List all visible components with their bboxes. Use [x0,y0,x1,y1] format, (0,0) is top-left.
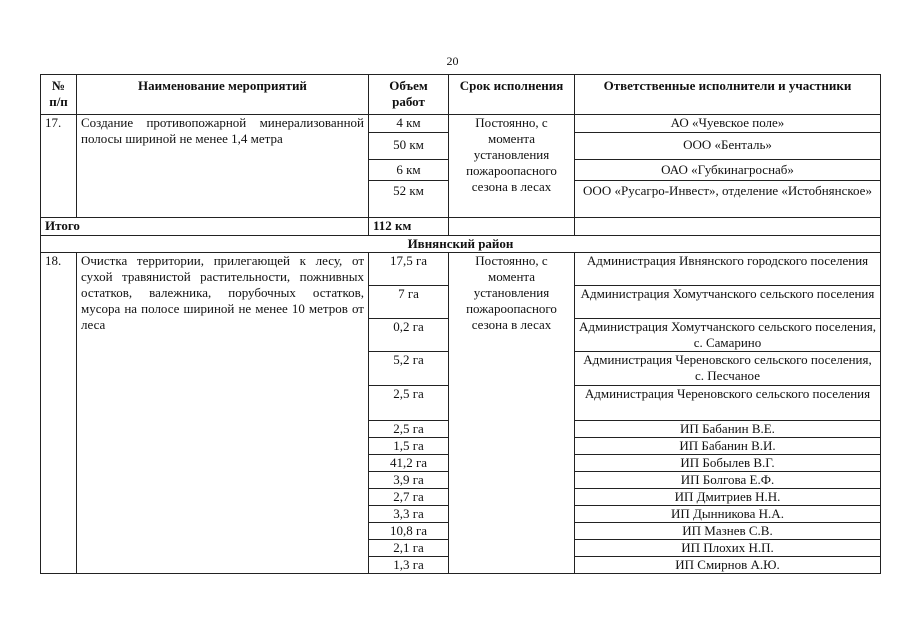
item-name: Очистка территории, прилегающей к лесу, от сухой травянистой растительности, пожнивных остатков, валежника, порубочных остатков, мусора на полосе шириной не менее 10 метров от леса [77,253,369,574]
item-name: Создание противопожарной минерализованной полосы шириной не менее 1,4 метра [77,115,369,218]
executor-cell: ИП Смирнов А.Ю. [575,557,881,574]
total-row [41,218,881,236]
header-volume: Объем работ [369,75,449,115]
volume-cell: 1,3 га [369,557,449,574]
volume-cell: 2,7 га [369,489,449,506]
executor-cell: ИП Бабанин В.Е. [575,421,881,438]
measures-table [40,74,881,574]
executor-cell: ИП Дынникова Н.А. [575,506,881,523]
volume-cell: 41,2 га [369,455,449,472]
district-title: Ивнянский район [41,236,881,253]
executor-cell: Администрация Хомутчанского сельского поселения, с. Самарино [575,319,881,352]
volume-cell: 2,1 га [369,540,449,557]
executor-cell: ИП Плохих Н.П. [575,540,881,557]
executor-cell: Администрация Хомутчанского сельского поселения [575,286,881,319]
term-cell: Постоянно, с момента установления пожароопасного сезона в лесах [449,253,575,574]
table-row [41,253,881,286]
page-number: 20 [446,54,459,68]
executor-cell: ИП Бобылев В.Г. [575,455,881,472]
executor-cell: ООО «Бенталь» [575,133,881,160]
header-term: Срок исполнения [449,75,575,115]
item-number: 17. [41,115,77,218]
executor-cell: ОАО «Губкинагроснаб» [575,160,881,181]
volume-cell: 2,5 га [369,386,449,421]
executor-cell: Администрация Ивнянского городского поселения [575,253,881,286]
volume-cell: 7 га [369,286,449,319]
executor-cell: Администрация Череновского сельского поселения [575,386,881,421]
volume-cell: 3,9 га [369,472,449,489]
item-number: 18. [41,253,77,574]
volume-cell: 5,2 га [369,352,449,386]
district-row [41,236,881,253]
volume-cell: 4 км [369,115,449,133]
header-executors: Ответственные исполнители и участники [575,75,881,115]
executor-cell: Администрация Череновского сельского поселения, с. Песчаное [575,352,881,386]
header-num: № п/п [41,75,77,115]
volume-cell: 1,5 га [369,438,449,455]
volume-cell: 6 км [369,160,449,181]
volume-cell: 3,3 га [369,506,449,523]
executor-cell: ООО «Русагро-Инвест», отделение «Истобнянское» [575,181,881,218]
volume-cell: 52 км [369,181,449,218]
executor-cell: АО «Чуевское поле» [575,115,881,133]
volume-cell: 17,5 га [369,253,449,286]
volume-cell: 2,5 га [369,421,449,438]
total-label: Итого [41,218,369,236]
table-row [41,115,881,133]
executor-cell: ИП Болгова Е.Ф. [575,472,881,489]
executor-cell: ИП Мазнев С.В. [575,523,881,540]
executor-cell: ИП Дмитриев Н.Н. [575,489,881,506]
volume-cell: 0,2 га [369,319,449,352]
volume-cell: 10,8 га [369,523,449,540]
volume-cell: 50 км [369,133,449,160]
term-cell: Постоянно, с момента установления пожароопасного сезона в лесах [449,115,575,218]
total-volume: 112 км [369,218,449,236]
header-name: Наименование мероприятий [77,75,369,115]
executor-cell: ИП Бабанин В.И. [575,438,881,455]
table-header-row [41,75,881,115]
